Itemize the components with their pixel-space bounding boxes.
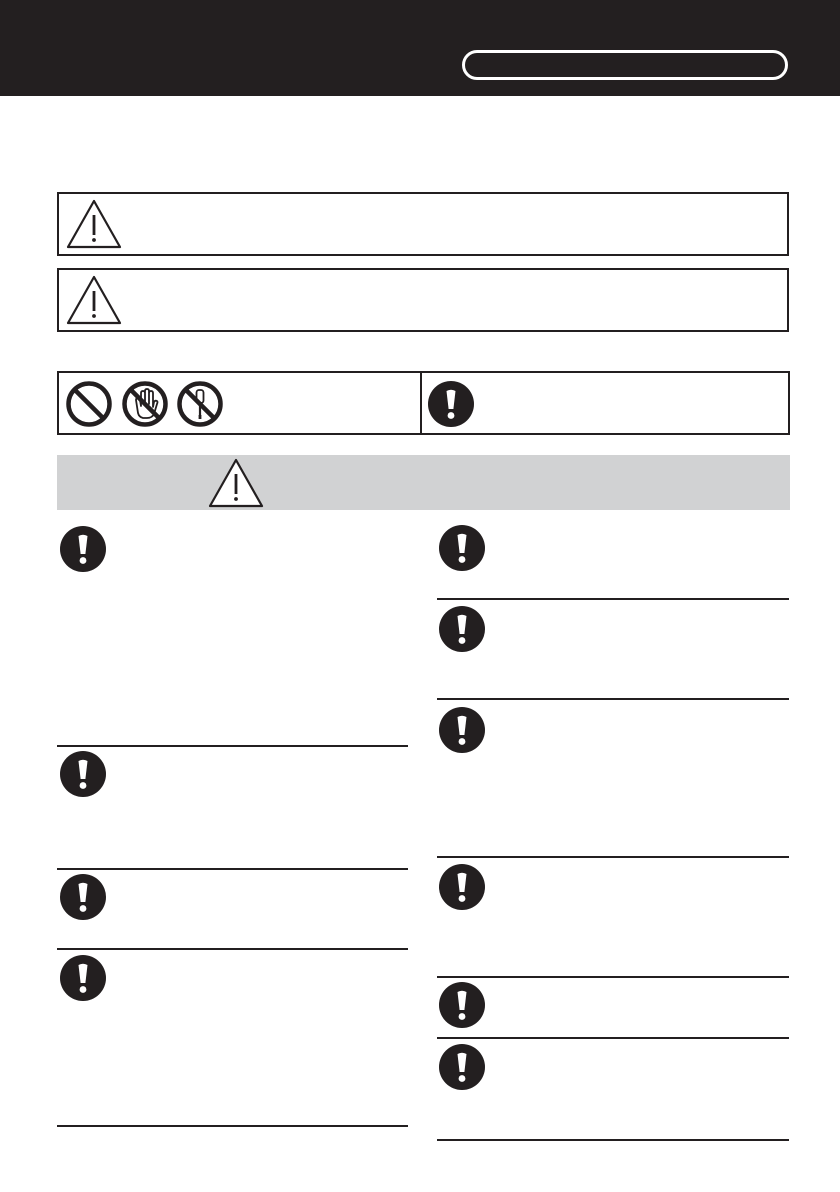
- list-item: [57, 747, 408, 869]
- caution-level-box: [57, 268, 789, 332]
- list-item: [437, 600, 789, 699]
- list-item: [437, 1039, 789, 1139]
- mandatory-action-icon: [59, 954, 107, 1002]
- mandatory-action-icon: [59, 750, 107, 798]
- list-item: [437, 523, 789, 599]
- list-item: [57, 950, 408, 1126]
- list-item: [57, 523, 408, 747]
- symbol-legend-divider: [420, 371, 422, 435]
- caution-triangle-icon: [66, 275, 122, 325]
- mandatory-action-icon: [59, 873, 107, 921]
- entry-divider: [437, 1139, 789, 1141]
- warning-level-box: [57, 192, 789, 256]
- mandatory-action-icon: [427, 380, 475, 428]
- header-band: [0, 0, 840, 96]
- list-item: [437, 700, 789, 857]
- mandatory-action-icon: [438, 863, 486, 911]
- list-item: [437, 858, 789, 977]
- list-item: [437, 978, 789, 1038]
- prohibited-icon: [65, 380, 113, 428]
- mandatory-action-icon: [438, 605, 486, 653]
- mandatory-action-icon: [438, 524, 486, 572]
- header-title-pill: [462, 50, 788, 80]
- warning-triangle-icon: [208, 458, 264, 508]
- warning-triangle-icon: [66, 199, 122, 249]
- symbol-legend-box: [57, 371, 790, 435]
- list-item: [57, 870, 408, 950]
- do-not-disassemble-icon: [176, 380, 224, 428]
- mandatory-action-icon: [59, 525, 107, 573]
- mandatory-action-icon: [438, 1043, 486, 1091]
- mandatory-action-icon: [438, 981, 486, 1029]
- do-not-touch-icon: [121, 380, 169, 428]
- warning-section-heading: [57, 455, 790, 510]
- mandatory-action-icon: [438, 706, 486, 754]
- entry-divider: [57, 1125, 408, 1127]
